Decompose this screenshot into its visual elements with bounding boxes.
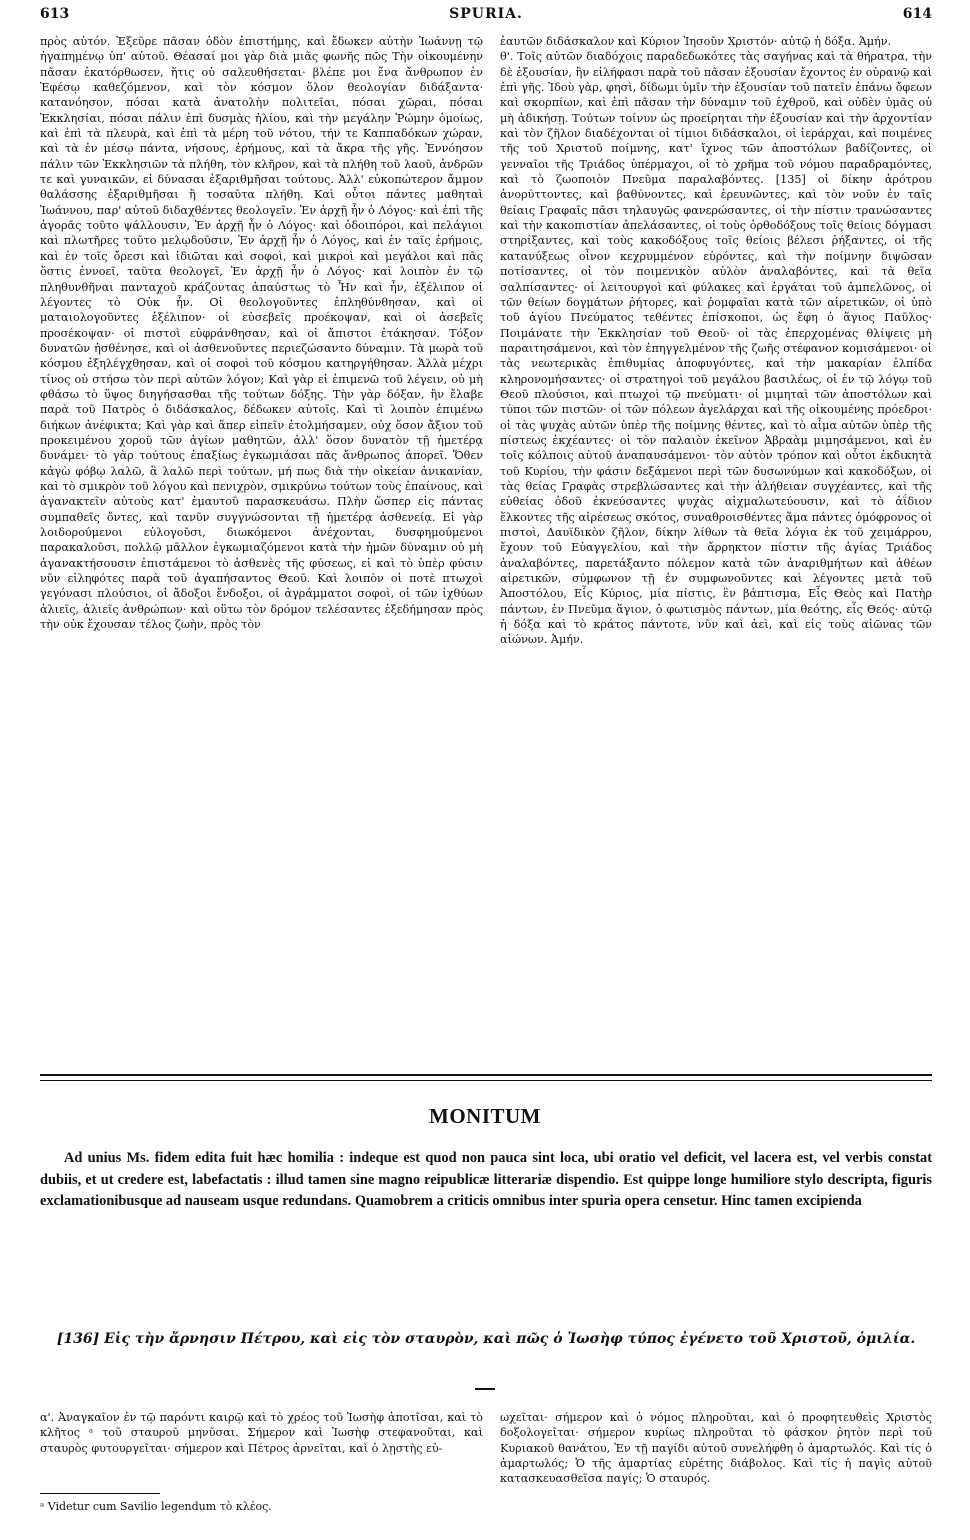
page-number-right: 614 — [902, 6, 932, 22]
right-column-text: ἑαυτῶν διδάσκαλον καὶ Κύριον Ἰησοῦν Χριστόν· αὐτῷ ἡ δόξα. Ἀμήν. θ'. Τοῖς αὐτῶν διαδόχοις παραδεδωκότες τὰς σαγήνας καὶ τὰ θήρατρα, τὴν δὲ ἐξουσίαν, ἣν εἰλήφασι παρὰ τοῦ πᾶσαν ἐξουσίαν ἔχοντος ἐν οὐρανῷ καὶ ἐπὶ γῆς. Ἰδοὺ γὰρ, φησὶ, δίδωμι ὑμῖν τὴν ἐξουσίαν τοῦ πατεῖν ἐπάνω ὄφεων καὶ σκορπίων, καὶ ἐπὶ πᾶσαν τὴν δύναμιν τοῦ ἐχθροῦ, καὶ οὐδὲν ὑμᾶς οὐ μὴ ἀδικήσῃ. Τούτων τοίνυν ὡς προείρηται τὴν ἐξουσίαν καὶ τὴν ἀρχοντίαν καὶ τὸν ζῆλον διαδέχονται οἱ τίμιοι διδάσκαλοι, οἱ ἱεράρχαι, καὶ ποιμένες τῆς τοῦ Χριστοῦ ποίμνης, κατ' ἴχνος τῶν ἀποστόλων βαδίζοντες, οἱ γενναῖοι τῆς Τριάδος ὑπέρμαχοι, οἱ τὸ χρῆμα τοῦ νόμου παραδραμόντες, καὶ τὸ ζωοποιὸν Πνεῦμα παραλαβόντες. [135] οἱ δίκην ἀρότρου ἀνορύττοντες, καὶ βαθύνοντες, καὶ ἐρευνῶντες, καὶ τὸν νοῦν ἐν ταῖς θείαις Γραφαῖς πᾶσι τηλαυγῶς φανερώσαντες, οἱ τὴν πίστιν τρανώσαντες καὶ τὴν κακοπιστίαν ἀπελάσαντες, οἱ τοὺς ὀρθοδόξους τοῖς θείοις δόγμασι στηρίξαντες, καὶ τοὺς κακοδόξους τοῖς θείοις βέλεσι ῥήξαντες, οἱ τῆς κατανύξεως οἶνον κεχρυμμένον εὑρόντες, καὶ τὴν ποίμνην διψῶσαν ποτίσαντες, οἱ τὸν ποιμενικὸν αὐλὸν ἀναλαβόντες, καὶ τὰ θεῖα σαλπίσαντες· οἱ λειτουργοὶ καὶ φύλακες καὶ ἐργάται τοῦ ἀμπελῶνος, οἱ τῶν θείων δογμάτων ῥήτορες, καὶ ῥομφαῖαι κατὰ τῶν αἱρετικῶν, οἱ ὑπὸ τοῦ ἁγίου Πνεύματος τεθέντες ἐπίσκοποι, ὡς ἔφη ὁ ἅγιος Παῦλος· Ποιμάνατε τὴν Ἐκκλησίαν τοῦ Θεοῦ· οἱ τὰς ἐπερχομένας θλίψεις μὴ παραιτησάμενοι, καὶ τὸν ἐπηγγελμένον τῆς ζωῆς στέφανον κομισάμενοι· οἱ τὰς νεωτερικὰς ἐπιθυμίας ἀποφυγόντες, καὶ τὴν μακαρίαν ἐλπίδα κληρονομήσαντες· οἱ στρατηγοὶ τοῦ μεγάλου βασιλέως, οἱ ἐν τῷ λόγῳ τοῦ Θεοῦ πλούσιοι, καὶ πτωχοὶ τῷ πνεύματι· οἱ μιμηταὶ τῶν ἀποστόλων καὶ τύποι τῶν πιστῶν· οἱ τῶν πόλεων ἀγελάρχαι καὶ τῆς οἰκουμένης πρόεδροι· οἱ τὰς ψυχὰς αὐτῶν ὑπὲρ τῆς ποίμνης θέντες, καὶ τὸ αἷμα αὐτῶν ὑπὲρ τῆς πίστεως ἐκχέαντες· οἱ τὸν παλαιὸν ἐκεῖνον Ἀβραὰμ μιμησάμενοι, καὶ ἐν τοῖς κόλποις αὐτοῦ ἀναπαυσάμενοι· τὸν αὐτὸν τρόπον καὶ οὗτοι ἐκδικητὰ τοῦ Κυρίου, τὴν φάσιν δεξάμενοι περὶ τῶν δυσωνύμων καὶ κακοδόξων, οἱ τὰς θείας Γραφὰς στρεβλώσαντες καὶ τὴν ἀλήθειαν συγχέαντες, καὶ τῆς εὐθείας ὁδοῦ ἐκνεύσαντες ψυχὰς αἰχμαλωτεύουσιν, καὶ τὸ ἀΐδιον ἕλκοντες τῆς αἱρέσεως σκότος, συναθροισθέντες ἅμα πάντες ὁμόφρονος οἱ πιστοὶ, Δαυϊδικὸν ζῆλον, δίκην λίθων τὰ θεῖα λόγια ἐκ τοῦ χειμάρρου, ἔχουν τοῦ Εὐαγγελίου, καὶ τὴν ἄρρηκτον πίστιν τῆς ἁγίας Τριάδος ἀναλαβόντες, παρετάξαντο πόλεμον κατὰ τῶν ἀναριθμήτων καὶ ἀθέων αἱρετικῶν, σύμφωνον τῇ ἐν συμφωνοῦντες καὶ λέγοντες μετὰ τοῦ Ἀποστόλου, Εἷς Κύριος, μία πίστις, ἓν βάπτισμα, Εἷς Θεὸς καὶ Πατὴρ πάντων, ἐν Πνεῦμα ἅγιον, ὁ φωτισμὸς πάντων, μία θεότης, εἷς Θεός· αὐτῷ ἡ δόξα καὶ τὸ κράτος πάντοτε, νῦν καὶ ἀεὶ, καὶ εἰς τοὺς αἰῶνας τῶν αἰώνων. Ἀμήν. — [500, 35, 932, 647]
page-number-left: 613 — [40, 6, 70, 22]
monitum-heading: MONITUM — [429, 1104, 541, 1128]
homily-title: [136] Εἰς τὴν ἄρνησιν Πέτρου, καὶ εἰς τὸν σταυρὸν, καὶ πῶς ὁ Ἰωσὴφ τύπος ἐγένετο τοῦ Χριστοῦ, ὁμιλία. — [56, 1331, 916, 1347]
footnote-divider — [40, 1493, 160, 1494]
section-divider — [40, 1074, 932, 1081]
homily-left-column: α'. Ἀναγκαῖον ἐν τῷ παρόντι καιρῷ καὶ τὸ χρέος τοῦ Ἰωσὴφ ἀποτῖσαι, καὶ τὸ κλῆτος ᵃ τοῦ σταυροῦ μηνῦσαι. Σήμερον καὶ Ἰωσὴφ στεφανοῦται, καὶ σταυρὸς φυτουργεῖται· σήμερον καὶ Πέτρος ἀρνεῖται, καὶ ὁ λῃστὴς εὐ- — [40, 1411, 483, 1455]
running-header — [40, 6, 932, 28]
title-divider — [475, 1388, 495, 1390]
monitum-paragraph: Ad unius Ms. fidem edita fuit hæc homilia : indeque est quod non pauca sint loca, ubi oratio vel deficit, vel lacera est, vel verbis constat dubiis, et ut credere est, labefactatis : illud tamen sine magno reipublicæ litterariæ dispendio. Est quippe longe humiliore stylo descripta, figuris exclamationibusque ad nauseam usque redundans. Quamobrem a criticis omnibus inter spuria opera censetur. Hinc tamen excipienda — [40, 1150, 932, 1210]
homily-right-column: ωχεῖται· σήμερον καὶ ὁ νόμος πληροῦται, καὶ ὁ προφητευθεὶς Χριστὸς δοξολογεῖται· σήμερον κυρίως πληροῦται τὸ φάσκον ῥητὸν περὶ τοῦ Κυριακοῦ θανάτου, Ἐν τῇ παγίδι αὐτοῦ συνελήφθη ὁ ἁμαρτωλός. Καὶ τίς ὁ ἁμαρτωλός; Ὁ τῆς ἁμαρτίας εὑρέτης διάβολος. Καὶ τίς ἡ παγὶς αὐτοῦ κατασκευασθεῖσα παγίς; Ὁ σταυρός. — [500, 1411, 932, 1486]
running-title: SPURIA. — [449, 6, 523, 22]
left-column-text: πρὸς αὐτόν. Ἐξεῦρε πᾶσαν ὁδὸν ἐπιστήμης, καὶ ἔδωκεν αὐτὴν Ἰωάννῃ τῷ ἠγαπημένῳ ὑπ' αὐτοῦ. Θέασαί μοι γὰρ διὰ μιᾶς φωνῆς πῶς Τὴν οἰκουμένην πᾶσαν ἐκατόρθωσεν, ἥτις οὐ σαλευθήσεται· βλέπε μοι ἕνα ἄνθρωπον ἐν Ἐφέσῳ καθεζόμενον, καὶ τὸν κόσμον ὅλον θεολογίαν διδάξαντα· κατανόησον, πόσαι κατὰ ἀνατολὴν πολιτεῖαι, πόσαι χῶραι, πόσαι Ἐκκλησίαι, πόσαι πάλιν ἐπὶ δυσμὰς ἡλίου, καὶ τὴν μεγάλην Ῥώμην ὁμοίως, καὶ ἐπὶ τὰ πλευρὰ, καὶ ἐπὶ τὰ μέρη τοῦ νότου, τήν τε Καππαδόκων χώραν, καὶ τὰ ἐν μέσῳ πάντα, νήσους, ἐρήμους, καὶ τὰ ἄκρα τῆς γῆς. Ἐννόησον πάλιν τῶν Ἐκκλησιῶν τὰ πλήθη, τὸν κλῆρον, καὶ τὰ πλήθη τοῦ λαοῦ, ἀνδρῶν τε καὶ γυναικῶν, εἰ δύνασαι ἐξαριθμῆσαι τούτους. Ἀλλ' εὐκοπώτερον ἄμμον θαλάσσης ἐξαριθμῆσαι ἢ τοσαῦτα πλήθη. Καὶ οὗτοι πάντες μαθηταὶ Ἰωάννου, παρ' αὐτοῦ διδαχθέντες θεολογεῖν. Ἐν ἀρχῇ ἦν ὁ Λόγος· καὶ ἐπὶ τῆς ἀγορᾶς τοῦτο ψάλλουσιν, Ἐν ἀρχῇ ἦν ὁ Λόγος· καὶ ὁδοιπόροι, καὶ πελάγιοι καὶ πλωτῆρες τοῦτο μελῳδοῦσιν, Ἐν ἀρχῇ ἦν ὁ Λόγος, καὶ ἐν ταῖς ἐρήμοις, καὶ ἐν τοῖς ὄρεσι καὶ ἰδιῶται καὶ σοφοὶ, καὶ μικροὶ καὶ μεγάλοι καὶ πᾶς ὅστις ἐννοεῖ, ταῦτα θεολογεῖ, Ἐν ἀρχῇ ἦν ὁ Λόγος· καὶ λοιπὸν ἐν τῷ πληθυνθῆναι πανταχοῦ κράζοντας ἁπαύστως τὸ Ἦν καὶ ἦν, ἐξέλιπον οἱ λέγοντες τὸ Οὐκ ἦν. Οἱ θεολογοῦντες ἐπληθύνθησαν, καὶ οἱ ματαιολογοῦντες ἐξέλιπον· οἱ εὐσεβεῖς προέκοψαν, καὶ οἱ ἀσεβεῖς προσέκοψαν· οἱ πιστοὶ εὐφράνθησαν, καὶ οἱ ἄπιστοι ἐτάκησαν. Τόξον δυνατῶν ἠσθένησε, καὶ οἱ ἀσθενοῦντες περιεζώσαντο δύναμιν. Τὰ μωρὰ τοῦ κόσμου ἐξηλέγχθησαν, καὶ οἱ σοφοὶ τοῦ κόσμου κατηργήθησαν. Ἀλλὰ μέχρι τίνος οὐ στήσω τὸν περὶ αὐτῶν λόγον; Καὶ γὰρ εἰ ἐπιμενῶ τοῦ λέγειν, οὐ μὴ φθάσω τὸ ὕψος διηγήσασθαι τῆς τούτων δόξης. Τὴν γὰρ δόξαν, ἣν ἔλαβε παρὰ τοῦ Πατρὸς ὁ διδάσκαλος, δέδωκεν αὐτοῖς. Καὶ τὶ λοιπὸν ἐπιμένω διήκων ἀνέφικτα; Καὶ γὰρ καὶ ἅπερ εἰπεῖν ἐτολμήσαμεν, οὐχ ὅσον ἄξιον τοῦ προκειμένου χοροῦ τῶν ἁγίων μαθητῶν, ἀλλ' ὅσον δυνατὸν τῇ ἡμετέρᾳ δυνάμει· τὸ γὰρ τούτους ἐπαξίως ἐγκωμιάσαι πᾶς ἄνθρωπος ἀπορεῖ. Ὅθεν κἀγὼ φόβῳ λαλῶ, ἃ λαλῶ περὶ τούτων, μή πως διὰ τὴν οἰκείαν ἀνικανίαν, καὶ τὸ σμικρὸν τοῦ λόγου καὶ πενιχρὸν, σμικρύνω τούτων τοὺς ἐπαίνους, καὶ ἀγανακτεῖν αὐτοὺς κατ' ἐμαυτοῦ παρασκευάσω. Πλὴν ὥσπερ εἰς πάντας συμπαθεῖς ὄντες, καὶ τανῦν συγγνώσονται τῇ ἡμετέρᾳ ἀσθενείᾳ. Εἰ γὰρ λοιδορούμενοι εὐλογοῦσι, διωκόμενοι ἀνέχονται, δυσφημούμενοι παρακαλοῦσι, πολλῷ μᾶλλον ἐγκωμιαζόμενοι κατὰ τὴν ἡμῶν δύναμιν οὐ μὴ ἀγανακτήσουσιν ἐπιστάμενοι τὸ ἀσθενὲς τῆς φύσεως, εἰ καὶ τὸ ὑπὲρ φύσιν νῦν εἰληφότες παρὰ τοῦ ἀγαπήσαντος Θεοῦ. Καὶ λοιπὸν οἱ ποτὲ πτωχοὶ γεγόνασι πλούσιοι, οἱ ἄδοξοι ἔνδοξοι, οἱ ἀγράμματοι σοφοὶ, οἱ τῶν ἰχθύων ἁλιεῖς, ἁλιεῖς ἀνθρώπων· καὶ οὕτω τὸν δρόμον τελέσαντες ἐξεδήμησαν πρὸς τὴν οὐκ ἔχουσαν τέλος ζωὴν, πρὸς τὸν — [40, 35, 483, 632]
footnote: ᵃ Videtur cum Savilio legendum τὸ κλέος. — [40, 1500, 272, 1513]
